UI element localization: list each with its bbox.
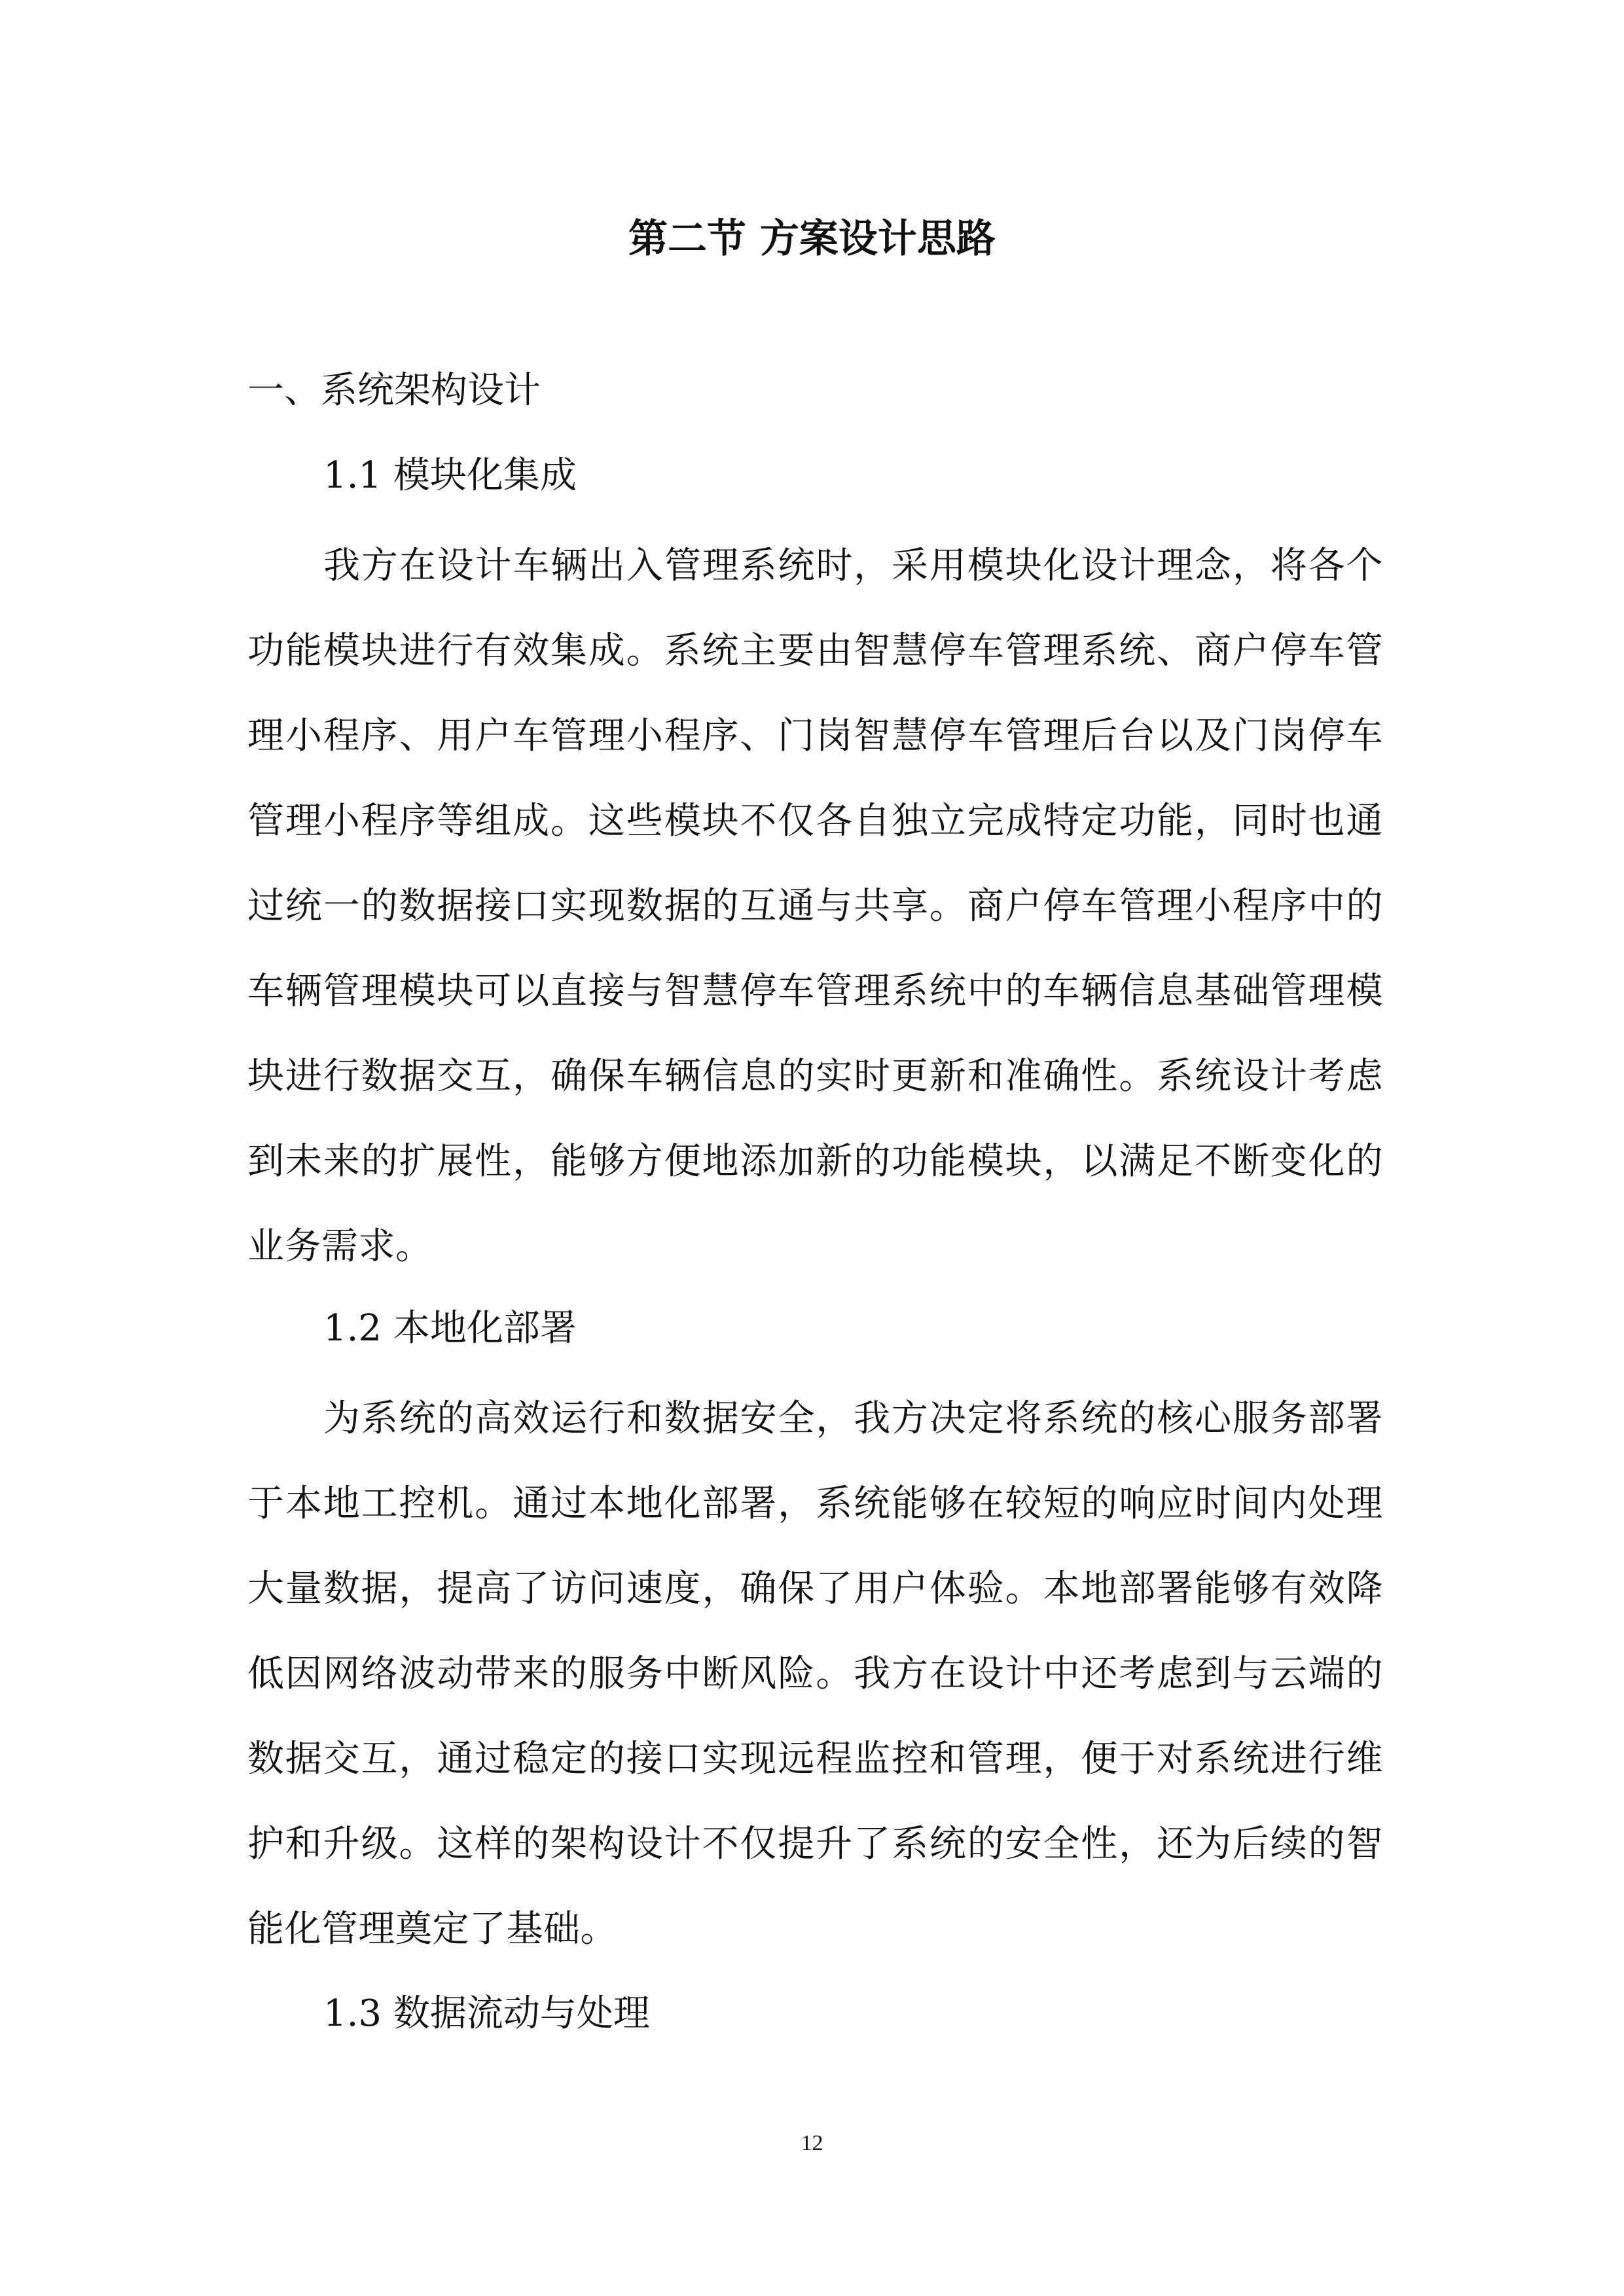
subsection-heading: 1.2 本地化部署 <box>323 1307 577 1350</box>
page-number: 12 <box>801 2131 823 2155</box>
paragraph: 我方在设计车辆出入管理系统时，采用模块化设计理念，将各个功能模块进行有效集成。系统主要由智慧停车管理系统、商户停车管理小程序、用户车管理小程序、门岗智慧停车管理后台以及门岗停车管理小程序等组成。这些模块不仅各自独立完成特定功能，同时也通过统一的数据接口实现数据的互通与共享。商户停车管理小程序中的车辆管理模块可以直接与智慧停车管理系统中的车辆信息基础管理模块进行数据交互，确保车辆信息的实时更新和准确性。系统设计考虑到未来的扩展性，能够方便地添加新的功能模块，以满足不断变化的业务需求。 <box>247 545 1383 1268</box>
subsection-heading: 1.3 数据流动与处理 <box>323 1992 650 2035</box>
section-heading: 一、系统架构设计 <box>247 369 541 412</box>
subsection-heading: 1.1 模块化集成 <box>323 454 577 497</box>
page-title: 第二节 方案设计思路 <box>628 216 996 262</box>
paragraph: 为系统的高效运行和数据安全，我方决定将系统的核心服务部署于本地工控机。通过本地化部署，系统能够在较短的响应时间内处理大量数据，提高了访问速度，确保了用户体验。本地部署能够有效降低因网络波动带来的服务中断风险。我方在设计中还考虑到与云端的数据交互，通过稳定的接口实现远程监控和管理，便于对系统进行维护和升级。这样的架构设计不仅提升了系统的安全性，还为后续的智能化管理奠定了基础。 <box>247 1397 1383 1950</box>
